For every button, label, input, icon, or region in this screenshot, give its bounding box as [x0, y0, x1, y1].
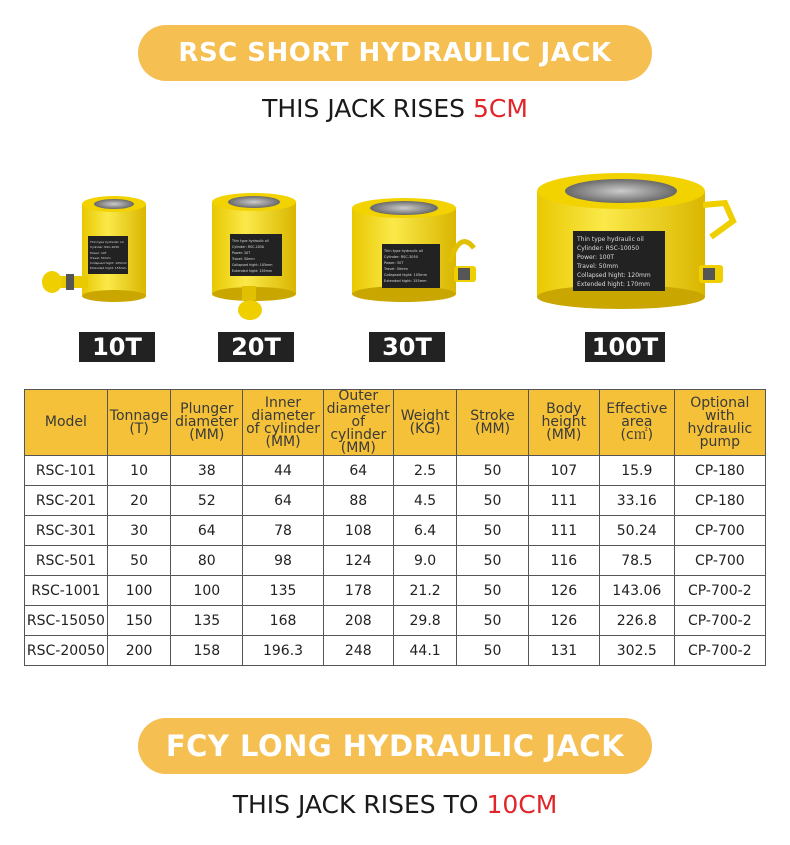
- plate-text: Power: 20T: [232, 251, 251, 255]
- table-cell: 124: [323, 546, 393, 576]
- table-cell: 78.5: [599, 546, 674, 576]
- table-cell: 80: [171, 546, 243, 576]
- column-header-line: (c㎡): [620, 427, 654, 443]
- plate-text: Cylinder: RSC-1050: [90, 245, 120, 249]
- capacity-label-20t: 20T: [218, 332, 294, 362]
- column-header-line: (MM): [546, 427, 582, 443]
- table-cell: 6.4: [393, 516, 457, 546]
- table-cell: RSC-15050: [25, 606, 108, 636]
- column-header: [25, 390, 108, 456]
- column-header-line: pump: [699, 433, 740, 450]
- table-cell: 100: [107, 576, 171, 606]
- column-header-line: (MM): [265, 433, 301, 450]
- section-title-banner: RSC SHORT HYDRAULIC JACK: [138, 25, 652, 81]
- column-header: [107, 390, 171, 456]
- plate-text: Thin type hydraulic oil: [577, 236, 644, 243]
- column-header-line: with: [704, 407, 735, 424]
- table-cell: 50: [457, 516, 528, 546]
- table-cell: 126: [528, 576, 599, 606]
- column-header: [599, 390, 674, 456]
- column-header-line: of cylinder: [330, 414, 387, 443]
- plate-text: Thin type hydraulic oil: [90, 240, 124, 244]
- table-cell: 196.3: [243, 636, 324, 666]
- plate-text: Cylinder: RSC-2050: [232, 245, 265, 249]
- table-cell: 52: [171, 486, 243, 516]
- capacity-label-30t: 30T: [369, 332, 445, 362]
- table-cell: 64: [323, 456, 393, 486]
- table-header: [25, 390, 766, 456]
- plate-text: Power: 30T: [384, 261, 404, 265]
- table-cell: 111: [528, 486, 599, 516]
- capacity-label-10t: 10T: [79, 332, 155, 362]
- table-cell: 50: [107, 546, 171, 576]
- column-header-line: (T): [129, 420, 149, 437]
- column-header-line: height: [541, 414, 587, 430]
- table-cell: 44.1: [393, 636, 457, 666]
- table-cell: 44: [243, 456, 324, 486]
- table-cell: 38: [171, 456, 243, 486]
- jack-image-30t: [350, 190, 500, 310]
- plate-text: Travel: 50mm: [232, 257, 255, 261]
- table-cell: 50: [457, 546, 528, 576]
- specifications-table: [24, 389, 766, 666]
- column-header-line: (MM): [340, 440, 376, 456]
- table-cell: 50.24: [599, 516, 674, 546]
- table-cell: 200: [107, 636, 171, 666]
- plate-text: Thin type hydraulic oil: [232, 239, 269, 243]
- table-cell: CP-180: [674, 486, 765, 516]
- table-row: [25, 576, 766, 606]
- column-header-line: diameter: [326, 401, 391, 417]
- table-cell: CP-700: [674, 546, 765, 576]
- column-header-line: Stroke: [470, 407, 515, 424]
- table-cell: 50: [457, 486, 528, 516]
- plate-text: Travel: 50mm: [90, 256, 111, 260]
- plate-text: Extended hight: 155mm: [90, 266, 127, 270]
- plate-text: Collapsed hight: 105mm: [232, 263, 273, 267]
- column-header-line: diameter: [175, 414, 239, 430]
- plate-text: Thin type hydraulic oil: [384, 249, 423, 253]
- table-cell: 20: [107, 486, 171, 516]
- column-header: [243, 390, 324, 456]
- plate-text: Travel: 50mm: [577, 263, 619, 270]
- table-cell: 248: [323, 636, 393, 666]
- table-cell: 302.5: [599, 636, 674, 666]
- table-cell: 50: [457, 576, 528, 606]
- column-header-line: Outer: [338, 388, 379, 404]
- column-header-line: area: [621, 414, 653, 430]
- table-cell: 208: [323, 606, 393, 636]
- jack-image-20t: [208, 190, 308, 325]
- table-cell: 64: [243, 486, 324, 516]
- table-row: [25, 546, 766, 576]
- table-cell: 30: [107, 516, 171, 546]
- plate-text: Cylinder: RSC-10050: [577, 245, 640, 252]
- plate-text: Extended hight: 155mm: [384, 279, 427, 283]
- table-cell: CP-700: [674, 516, 765, 546]
- column-header-line: of cylinder: [246, 420, 320, 437]
- column-header: [528, 390, 599, 456]
- table-cell: RSC-1001: [25, 576, 108, 606]
- column-header-line: (MM): [475, 420, 511, 437]
- column-header-line: (MM): [189, 427, 225, 443]
- plate-text: Power: 10T: [90, 251, 107, 255]
- table-row: [25, 456, 766, 486]
- plate-text: Extended hight: 155mm: [232, 269, 273, 273]
- column-header-line: Tonnage: [109, 407, 169, 424]
- table-cell: 33.16: [599, 486, 674, 516]
- column-header-line: (KG): [409, 420, 441, 437]
- column-header: [171, 390, 243, 456]
- table-row: [25, 486, 766, 516]
- column-header-line: Model: [44, 414, 87, 430]
- column-header: [323, 390, 393, 456]
- table-row: [25, 636, 766, 666]
- table-cell: 88: [323, 486, 393, 516]
- column-header-line: Body: [546, 401, 582, 417]
- table-cell: 29.8: [393, 606, 457, 636]
- table-cell: 111: [528, 516, 599, 546]
- table-cell: 150: [107, 606, 171, 636]
- table-cell: 158: [171, 636, 243, 666]
- table-cell: RSC-101: [25, 456, 108, 486]
- table-cell: 168: [243, 606, 324, 636]
- column-header-line: Inner: [264, 394, 302, 411]
- table-cell: CP-700-2: [674, 606, 765, 636]
- table-cell: 50: [457, 636, 528, 666]
- capacity-label-100t: 100T: [585, 332, 665, 362]
- table-cell: 131: [528, 636, 599, 666]
- table-cell: 116: [528, 546, 599, 576]
- table-cell: RSC-20050: [25, 636, 108, 666]
- rise-subtitle: [0, 94, 790, 123]
- column-header: [393, 390, 457, 456]
- table-cell: 100: [171, 576, 243, 606]
- plate-text: Collapsed hight: 105mm: [90, 261, 127, 265]
- plate-text: Collapsed hight: 120mm: [577, 272, 651, 279]
- plate-text: Cylinder: RSC-3050: [384, 255, 418, 259]
- table-cell: 226.8: [599, 606, 674, 636]
- table-cell: 78: [243, 516, 324, 546]
- table-row: [25, 516, 766, 546]
- plate-text: Travel: 50mm: [384, 267, 408, 271]
- table-cell: 4.5: [393, 486, 457, 516]
- column-header: [457, 390, 528, 456]
- rise-subtitle-prefix: THIS JACK RISES: [262, 94, 473, 123]
- table-cell: 143.06: [599, 576, 674, 606]
- table-cell: RSC-201: [25, 486, 108, 516]
- table-cell: 64: [171, 516, 243, 546]
- table-cell: CP-700-2: [674, 636, 765, 666]
- rise-subtitle-long: [0, 790, 790, 819]
- section-title-banner-long: FCY LONG HYDRAULIC JACK: [138, 718, 652, 774]
- column-header-line: Optional: [690, 394, 750, 411]
- table-cell: 2.5: [393, 456, 457, 486]
- plate-text: Collapsed hight: 105mm: [384, 273, 428, 277]
- table-cell: CP-700-2: [674, 576, 765, 606]
- table-cell: RSC-301: [25, 516, 108, 546]
- table-cell: 178: [323, 576, 393, 606]
- table-header-row: [25, 390, 766, 456]
- table-row: [25, 606, 766, 636]
- table-cell: 10: [107, 456, 171, 486]
- table-cell: 50: [457, 456, 528, 486]
- table-cell: 135: [171, 606, 243, 636]
- table-cell: 98: [243, 546, 324, 576]
- column-header-line: hydraulic: [687, 420, 753, 437]
- rise-subtitle-prefix: THIS JACK RISES TO: [232, 790, 487, 819]
- column-header-line: diameter: [251, 407, 315, 424]
- table-cell: RSC-501: [25, 546, 108, 576]
- table-cell: 135: [243, 576, 324, 606]
- table-cell: 21.2: [393, 576, 457, 606]
- column-header-line: Plunger: [180, 401, 234, 417]
- table-body: [25, 456, 766, 666]
- table-cell: CP-180: [674, 456, 765, 486]
- table-cell: 50: [457, 606, 528, 636]
- plate-text: Power: 100T: [577, 254, 615, 261]
- jack-image-100t: [535, 165, 745, 315]
- rise-value: 5CM: [472, 94, 528, 123]
- table-cell: 107: [528, 456, 599, 486]
- table-cell: 108: [323, 516, 393, 546]
- jack-image-10t: [38, 190, 158, 310]
- column-header-line: Effective: [606, 401, 668, 417]
- column-header-line: Weight: [400, 407, 450, 424]
- table-cell: 15.9: [599, 456, 674, 486]
- rise-value: 10CM: [486, 790, 558, 819]
- plate-text: Extended hight: 170mm: [577, 281, 650, 288]
- column-header: [674, 390, 765, 456]
- table-cell: 126: [528, 606, 599, 636]
- table-cell: 9.0: [393, 546, 457, 576]
